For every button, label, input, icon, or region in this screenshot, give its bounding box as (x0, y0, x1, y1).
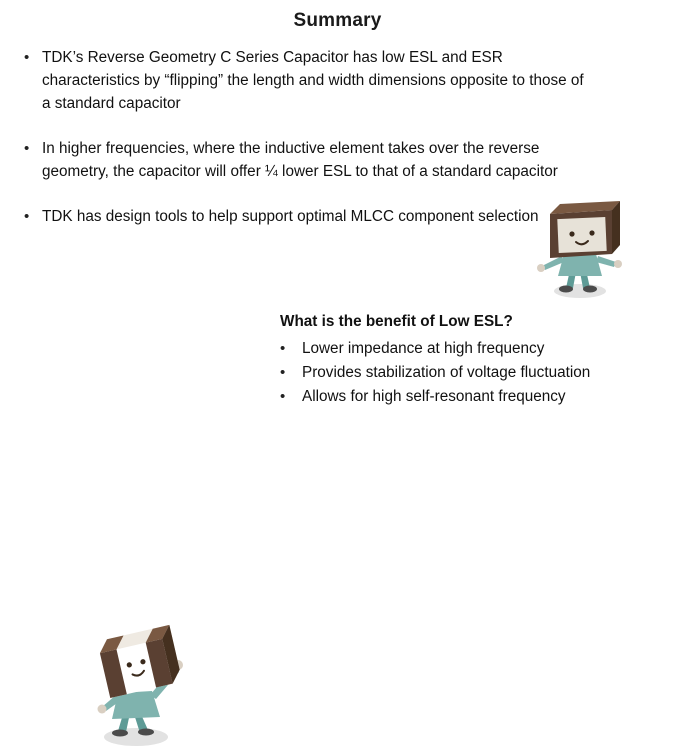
list-item (280, 337, 660, 360)
list-item (24, 205, 594, 228)
capacitor-mascot-standing-icon (520, 196, 640, 301)
list-item (280, 385, 660, 408)
page-title: Summary (293, 10, 382, 31)
bullet-text: Allows for high self-resonant frequency (302, 388, 566, 405)
bullet-list (24, 46, 594, 250)
bullet-text: TDK has design tools to help support optimal MLCC component selection (42, 208, 539, 225)
bullet-text: TDK’s Reverse Geometry C Series Capacitor has low ESL and ESR characteristics by “flipping” the length and width dimensions opposite to those of a standard capacitor (42, 49, 584, 112)
benefit-block (280, 313, 660, 409)
list-item (280, 361, 660, 384)
bullet-text: Provides stabilization of voltage fluctuation (302, 364, 591, 381)
bullet-text: In higher frequencies, where the inductive element takes over the reverse geometry, the capacitor will offer ¼ lower ESL to that of a standard capacitor (42, 140, 558, 180)
bullet-marker: • (280, 364, 286, 381)
bullet-marker: • (280, 340, 286, 357)
capacitor-mascot-waving-icon (78, 615, 198, 750)
bullet-marker: • (280, 388, 286, 405)
lower-section (0, 305, 675, 505)
bullet-text: Lower impedance at high frequency (302, 340, 545, 357)
list-item (24, 46, 594, 115)
bullet-marker: • (24, 49, 30, 66)
benefit-heading: What is the benefit of Low ESL? (280, 313, 513, 330)
bullet-marker: • (24, 140, 30, 157)
bullet-marker: • (24, 208, 30, 225)
list-item (24, 137, 594, 183)
